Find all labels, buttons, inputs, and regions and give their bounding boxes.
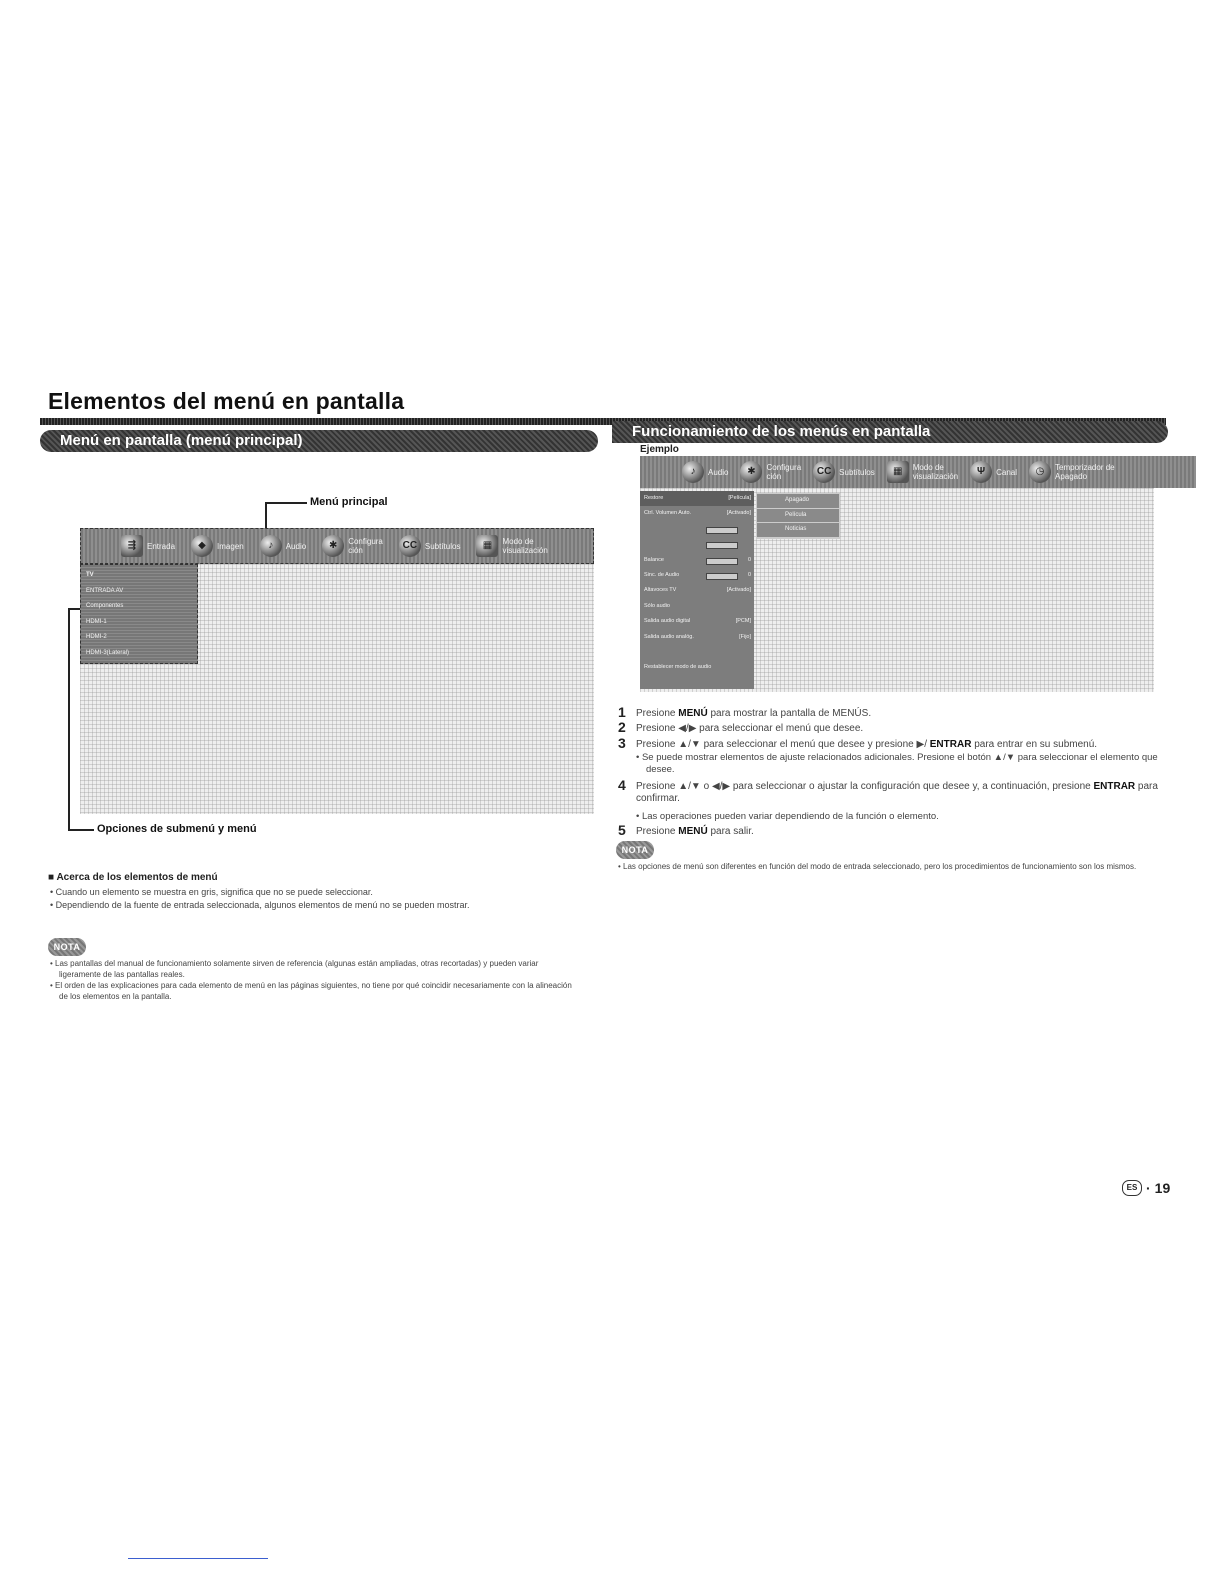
note-item: • Las pantallas del manual de funcionamiento solamente sirven de referencia (algunas están ampliadas, otras recortadas) y pueden variar ligeramente de las pantallas reales. [50,959,539,979]
setting-value: [PCM] [735,618,751,625]
callout-line [265,503,267,529]
menu-item[interactable] [740,461,801,483]
step-text [636,739,1176,751]
menu-item-label: Temporizador de Apagado [1055,463,1115,481]
callout-line [265,502,307,504]
callout-submenu: Opciones de submenú y menú [97,823,257,835]
menu-item[interactable] [191,535,244,557]
step-text-pre: Presione [636,708,679,719]
callout-line [68,608,70,830]
menu-item-label: Subtítulos [424,541,461,551]
menu-item[interactable] [682,461,728,483]
callout-line [68,829,94,831]
submenu-item[interactable]: TV [86,572,94,578]
setting-value: [Activado] [726,510,751,517]
setting-label: Sólo audio [644,602,670,609]
note-item: • Las opciones de menú son diferentes en función del modo de entrada seleccionado, pero los procedimientos de funcionamiento son los mismos. [618,862,1137,871]
section-title: Funcionamiento de los menús en pantalla [632,423,931,440]
submenu-item[interactable]: ENTRADA AV [86,587,124,594]
setting-value: [Película] [728,495,751,501]
menu-item[interactable] [476,535,547,557]
note-text: El orden de las explicaciones para cada elemento de menú en las páginas siguientes, no tiene por qué coincidir necesariamente con la alineación de los elementos en la pantalla. [55,981,572,1001]
setting-label: Balance [644,556,664,563]
audio-setting-row[interactable] [640,522,754,537]
submenu-list [80,564,198,664]
cc-icon: CC [813,461,835,483]
bullet-text: Las operaciones pueden variar dependiendo de la función o elemento. [641,811,939,822]
setting-label: Restore [644,495,664,501]
setting-slider[interactable] [706,558,738,565]
audio-submenu [640,491,754,689]
setting-label: Restablecer modo de audio [644,664,712,671]
menu-item-label: Canal [996,467,1017,477]
step-text-pre: Presione [636,826,679,837]
view-mode-icon: ▦ [476,535,498,557]
step-text-post: para confirmar. [636,781,1158,804]
menu-item-label: Audio [285,541,307,551]
menu-item-label: Audio [708,467,729,477]
menu-item[interactable] [970,461,1017,483]
step-text [636,723,1176,735]
audio-icon: ♪ [260,535,282,557]
setting-label: Ctrl. Volumen Auto. [644,510,692,517]
step-number: 4 [618,777,626,793]
setting-label: Salida audio digital [644,618,691,625]
step-text-bold: MENÚ [678,708,708,719]
step-3-bullet: • Se puede mostrar elementos de ajuste relacionados adicionales. Presione el botón ▲/▼ para seleccionar el elemento que desee. [636,752,1158,775]
step-text-bold: ENTRAR [929,739,972,750]
page-number [1122,1180,1170,1196]
step-text [636,781,1176,805]
page-number-value: 19 [1154,1180,1171,1196]
bullet-item: • Dependiendo de la fuente de entrada seleccionada, algunos elementos de menú no se pueden mostrar. [50,900,470,910]
picture-icon: ◆ [191,535,213,557]
menu-item[interactable] [399,535,461,557]
step-text-post: para entrar en su submenú. [971,739,1098,750]
audio-setting-row[interactable] [640,491,754,506]
menu-item-label: Entrada [147,541,176,551]
footer-rule [128,1558,268,1559]
popup-option[interactable]: Apagado [757,494,839,509]
audio-setting-row[interactable] [640,506,754,521]
timer-icon: ◷ [1029,461,1051,483]
menu-item[interactable] [322,535,383,557]
step-number: 2 [618,719,626,735]
section-bar-main-menu [40,430,598,452]
step-text-post: para mostrar la pantalla de MENÚS. [707,708,872,719]
setting-slider[interactable] [706,527,738,534]
main-menu-bar [80,528,594,564]
view-mode-icon: ▦ [887,461,909,483]
setting-value: [Activado] [726,587,751,594]
menu-item[interactable] [1029,461,1115,483]
step-number: 3 [618,735,626,751]
menu-item-label: Configura ción [348,537,383,555]
audio-setting-row[interactable] [640,599,754,614]
bullet-text: Dependiendo de la fuente de entrada seleccionada, algunos elementos de menú no se pueden mostrar. [55,900,470,910]
page-number-separator: · [1146,1180,1151,1196]
submenu-item[interactable]: HDMI-1 [86,618,107,625]
antenna-icon: Ψ [970,461,992,483]
setting-value: [Fijo] [739,633,751,640]
menu-item-label: Modo de visualización [912,463,959,481]
step-text-pre: Presione ▲/▼ o ◀/▶ para seleccionar o ajustar la configuración que desee y, a continuación, presione [636,781,1094,792]
section-bar-operation [612,421,1168,443]
step-text [636,708,1176,720]
note-text: Las opciones de menú son diferentes en función del modo de entrada seleccionado, pero los procedimientos de funcionamiento son los mismos. [623,862,1137,871]
menu-item-label: Subtítulos [839,467,875,477]
settings-icon: ✱ [740,461,762,483]
menu-item[interactable] [887,461,958,483]
setting-label: Sinc. de Audio [644,571,680,578]
submenu-item[interactable]: HDMI-2 [86,634,107,640]
note-text: Las pantallas del manual de funcionamiento solamente sirven de referencia (algunas están ampliadas, otras recortadas) y pueden variar ligeramente de las pantallas reales. [55,959,539,979]
audio-icon: ♪ [682,461,704,483]
note-item: • El orden de las explicaciones para cada elemento de menú en las páginas siguientes, no tiene por qué coincidir necesariamente con la alineación de los elementos en la pantalla. [50,981,572,1001]
section-title: Menú en pantalla (menú principal) [60,432,303,449]
about-heading-text: Acerca de los elementos de menú [56,872,218,883]
language-badge: ES [1122,1180,1142,1196]
bullet-text: Cuando un elemento se muestra en gris, significa que no se puede seleccionar. [55,887,373,897]
audio-setting-row[interactable] [640,553,754,568]
about-bullets [50,886,610,912]
setting-value: 0 [747,556,751,563]
menu-item-label: Configura ción [766,463,802,481]
submenu-item[interactable]: HDMI-3(Lateral) [86,649,130,656]
bullet-item: • Cuando un elemento se muestra en gris, significa que no se puede seleccionar. [50,887,373,897]
setting-label: Salida audio analóg. [644,633,694,640]
callout-main-menu: Menú principal [310,496,388,508]
example-label: Ejemplo [640,444,679,455]
callout-line [68,608,80,610]
step-number: 5 [618,822,626,838]
menu-item[interactable] [260,535,306,557]
step-text-post: para salir. [707,826,754,837]
menu-item[interactable] [813,461,875,483]
audio-setting-row[interactable] [640,537,754,552]
setting-value: 0 [747,571,751,578]
audio-setting-row[interactable] [640,583,754,598]
step-text-pre: Presione ▲/▼ para seleccionar el menú que desee y presione ▶/ [636,739,930,750]
about-heading: ■ Acerca de los elementos de menú [48,872,218,883]
option-popup [756,493,840,539]
audio-setting-row[interactable] [640,614,754,629]
menu-item[interactable] [121,535,175,557]
note-badge: NOTA [616,841,654,859]
step-number: 1 [618,704,626,720]
step-text [636,826,1176,838]
audio-setting-row[interactable] [640,645,754,660]
audio-setting-row[interactable] [640,630,754,645]
audio-setting-row[interactable] [640,660,754,675]
example-menu-bar [640,456,1196,488]
step-text-bold: MENÚ [678,826,708,837]
settings-icon: ✱ [322,535,344,557]
setting-label: Altavoces TV [644,587,677,594]
step-text-pre: Presione ◀/▶ para seleccionar el menú que desee. [636,723,864,734]
input-icon: ⇶ [121,535,143,557]
note-badge: NOTA [48,938,86,956]
bullet-text: Se puede mostrar elementos de ajuste relacionados adicionales. Presione el botón ▲/▼ para seleccionar el elemento que desee. [641,752,1158,775]
popup-option[interactable]: Noticias [757,523,839,538]
submenu-item[interactable]: Componentes [86,603,124,609]
audio-setting-row[interactable] [640,568,754,583]
notes-list [618,861,1158,872]
notes-list [50,958,580,1002]
setting-slider[interactable] [706,542,738,549]
step-4-bullet: • Las operaciones pueden variar dependiendo de la función o elemento. [636,811,939,822]
page-title: Elementos del menú en pantalla [48,388,405,414]
menu-item-label: Imagen [217,541,244,551]
menu-item-label: Modo de visualización [502,537,548,555]
cc-icon: CC [399,535,421,557]
step-text-bold: ENTRAR [1093,781,1136,792]
setting-slider[interactable] [706,573,738,580]
popup-option[interactable]: Película [757,509,839,524]
